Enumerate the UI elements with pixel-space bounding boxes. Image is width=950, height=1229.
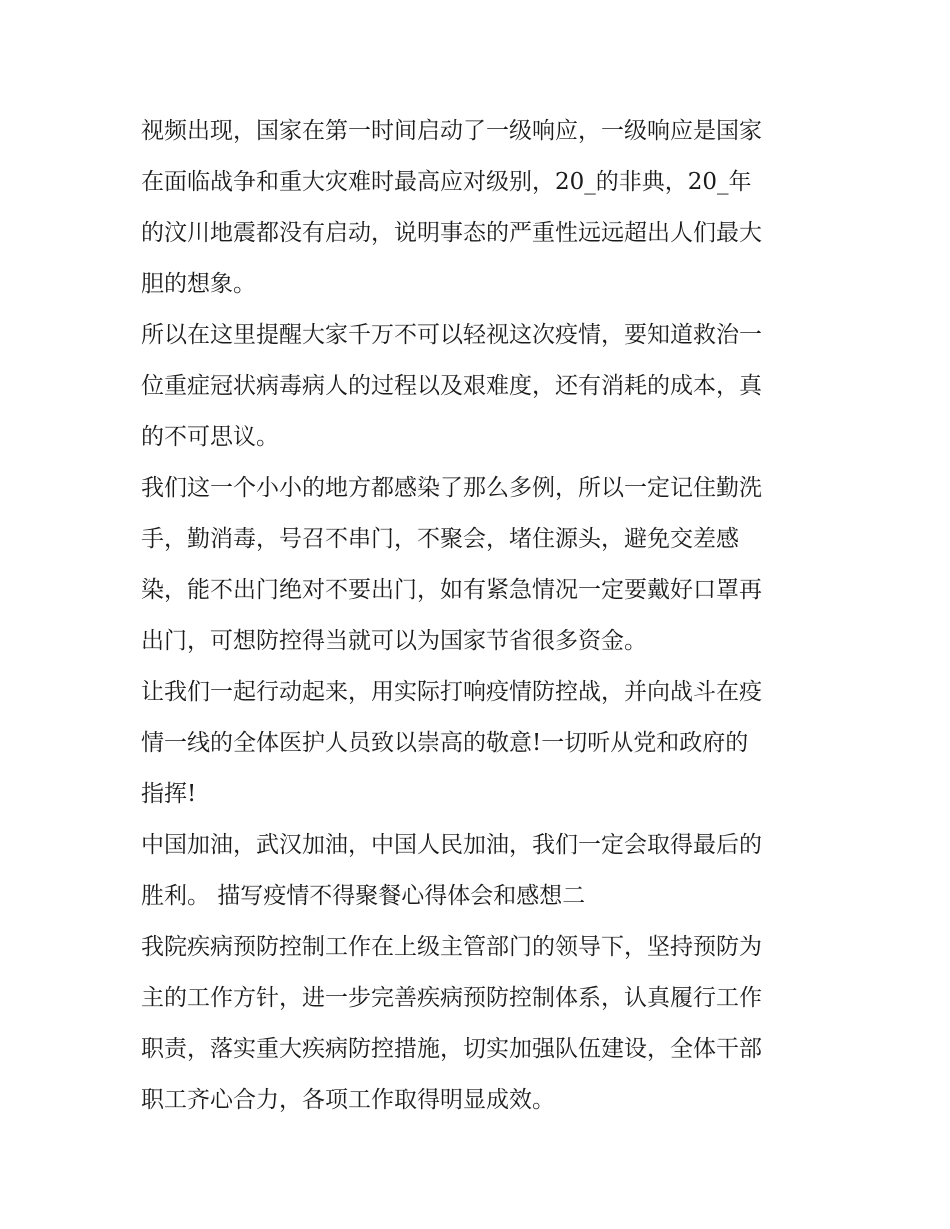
text-line: 出门，可想防控得当就可以为国家节省很多资金。: [141, 628, 647, 654]
text-line: 让我们一起行动起来，用实际打响疫情防控战，并向战斗在疫: [141, 679, 762, 705]
paragraph-6: [141, 922, 816, 1126]
document-body: [141, 106, 816, 1126]
paragraph-4: [141, 667, 816, 820]
paragraph-2: [141, 310, 816, 463]
text-line: 视频出现，国家在第一时间启动了一级响应，一级响应是国家: [141, 118, 762, 144]
text-line: 位重症冠状病毒病人的过程以及艰难度，还有消耗的成本，真: [141, 373, 762, 399]
text-line: 在面临战争和重大灾难时最高应对级别，20_的非典，20_年: [141, 169, 752, 195]
text-line: 的汶川地震都没有启动，说明事态的严重性远远超出人们最大: [141, 220, 762, 246]
text-line: 职责，落实重大疾病防控措施，切实加强队伍建设，全体干部: [141, 1036, 762, 1062]
text-line: 染，能不出门绝对不要出门，如有紧急情况一定要戴好口罩再: [141, 577, 762, 603]
text-line: 我院疾病预防控制工作在上级主管部门的领导下，坚持预防为: [141, 934, 762, 960]
paragraph-1: [141, 106, 816, 310]
text-line: 所以在这里提醒大家千万不可以轻视这次疫情，要知道救治一: [141, 322, 762, 348]
text-line: 手，勤消毒，号召不串门，不聚会，堵住源头，避免交差感: [141, 526, 739, 552]
text-line: 的不可思议。: [141, 424, 279, 450]
text-line: 我们这一个小小的地方都感染了那么多例，所以一定记住勤洗: [141, 475, 762, 501]
paragraph-3: [141, 463, 816, 667]
text-line: 职工齐心合力，各项工作取得明显成效。: [141, 1087, 555, 1113]
paragraph-5: [141, 820, 816, 922]
text-line: 中国加油，武汉加油，中国人民加油，我们一定会取得最后的: [141, 832, 762, 858]
text-line: 胜利。 描写疫情不得聚餐心得体会和感想二: [141, 883, 586, 909]
text-line: 情一线的全体医护人员致以崇高的敬意!一切听从党和政府的: [141, 730, 749, 756]
text-line: 胆的想象。: [141, 271, 256, 297]
text-line: 指挥!: [141, 781, 197, 807]
text-line: 主的工作方针，进一步完善疾病预防控制体系，认真履行工作: [141, 985, 762, 1011]
